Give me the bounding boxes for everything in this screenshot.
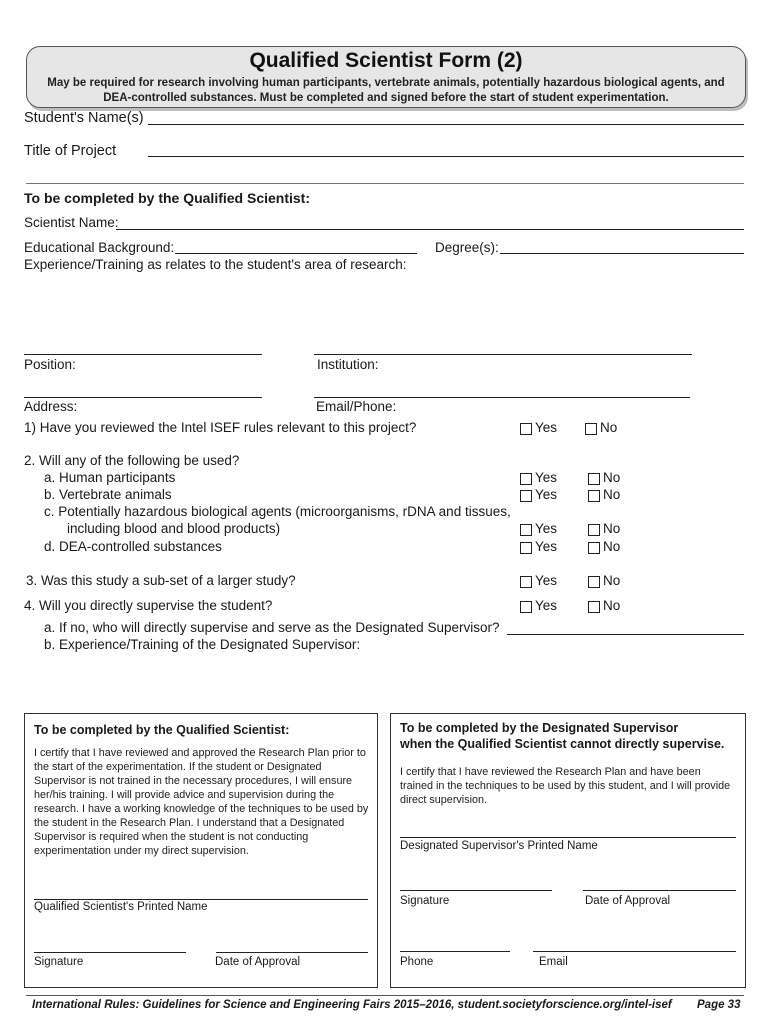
experience-field[interactable] [24,276,744,346]
question-4a: a. If no, who will directly supervise and serve as the Designated Supervisor? [44,620,500,635]
scientist-name-label: Scientist Name: [24,215,119,230]
ds-date-field[interactable] [583,890,736,891]
scientist-section-title: To be completed by the Qualified Scientist: [24,190,311,206]
question-2c-line-1: c. Potentially hazardous biological agents (microorganisms, rDNA and tissues, [44,504,511,519]
question-2c-line-2: including blood and blood products) [67,521,281,536]
ds-date-label: Date of Approval [585,895,671,907]
cert-right-title-line-1: To be completed by the Designated Supervisor [400,721,679,735]
q2d-no-checkbox[interactable] [588,542,600,554]
qs-signature-label: Signature [34,956,84,968]
q2a-yes-label: Yes [535,470,558,485]
q2d-yes-checkbox[interactable] [520,542,532,554]
cert-right-body: I certify that I have reviewed the Research Plan and have been trained in the techniques to be used by this student, and I will provide direct supervision. [400,766,731,806]
q4-no-label: No [603,598,621,613]
q4-no-checkbox[interactable] [588,601,600,613]
question-1: 1) Have you reviewed the Intel ISEF rules relevant to this project? [24,420,417,435]
institution-field[interactable] [314,354,692,355]
cert-left-body: I certify that I have reviewed and approved the Research Plan prior to the start of the experimentation. If the student or Designated Supervisor is not trained in the necessary procedures, I will ensure her/his training. I will provide advice and supervision during the research. I have a working knowledge of the techniques to be used by the student in the Research Plan. I understand that a Designated Supervisor is required when the student is not conducting experimentation under my direct supervision. [34,747,369,857]
question-3: 3. Was this study a sub-set of a larger study? [26,573,296,588]
ds-phone-label: Phone [400,956,434,968]
ds-email-field[interactable] [533,951,736,952]
ds-email-label: Email [539,956,568,968]
question-2d: d. DEA-controlled substances [44,539,222,554]
question-2: 2. Will any of the following be used? [24,453,240,468]
qs-signature-field[interactable] [34,952,186,953]
students-name-label: Student's Name(s) [24,110,144,126]
address-field[interactable] [24,397,262,398]
ds-printed-name-label: Designated Supervisor's Printed Name [400,840,598,852]
project-title-label: Title of Project [24,143,117,159]
q4-yes-label: Yes [535,598,558,613]
form-title: Qualified Scientist Form (2) [249,49,523,72]
q2c-yes-checkbox[interactable] [520,524,532,536]
cert-left-title: To be completed by the Qualified Scientist: [34,723,290,737]
qualified-scientist-certification [24,713,378,988]
page-number: Page 33 [697,999,741,1011]
supervisor-experience-field[interactable] [44,656,744,704]
q2d-no-label: No [603,539,621,554]
qs-date-label: Date of Approval [215,956,301,968]
q2b-no-label: No [603,487,621,502]
footer-rule [26,995,744,996]
q3-yes-checkbox[interactable] [520,576,532,588]
qs-printed-name-label: Qualified Scientist's Printed Name [34,901,208,913]
form-header [26,46,746,108]
q4-yes-checkbox[interactable] [520,601,532,613]
q2a-no-checkbox[interactable] [588,473,600,485]
question-4: 4. Will you directly supervise the student? [24,598,273,613]
cert-right-title [400,720,724,752]
q2c-no-checkbox[interactable] [588,524,600,536]
q1-yes-label: Yes [535,420,558,435]
email-phone-field[interactable] [314,397,690,398]
section-divider [26,183,744,184]
footer-text: International Rules: Guidelines for Science and Engineering Fairs 2015–2016, student.societyforscience.org/intel-isef [32,999,672,1011]
question-2b: b. Vertebrate animals [44,487,172,502]
q3-no-checkbox[interactable] [588,576,600,588]
q1-no-checkbox[interactable] [585,423,597,435]
qs-printed-name-field[interactable] [34,899,368,900]
q2b-yes-label: Yes [535,487,558,502]
q2a-no-label: No [603,470,621,485]
designated-supervisor-field[interactable] [507,634,744,635]
position-label: Position: [24,357,76,372]
designated-supervisor-certification [390,713,746,988]
q2d-yes-label: Yes [535,539,558,554]
q1-yes-checkbox[interactable] [520,423,532,435]
ds-printed-name-field[interactable] [400,837,736,838]
experience-label: Experience/Training as relates to the student's area of research: [24,257,407,272]
q3-yes-label: Yes [535,573,558,588]
institution-label: Institution: [317,357,379,372]
header-note-line-1: May be required for research involving human participants, vertebrate animals, potentially hazardous biological agents, and [47,77,725,89]
ds-signature-field[interactable] [400,890,552,891]
q2b-no-checkbox[interactable] [588,490,600,502]
header-note-line-2: DEA-controlled substances. Must be completed and signed before the start of student experimentation. [103,91,669,104]
address-label: Address: [24,399,78,414]
question-4b: b. Experience/Training of the Designated Supervisor: [44,637,361,652]
education-field[interactable] [175,253,417,254]
project-title-field[interactable] [148,156,744,157]
cert-right-title-line-2: when the Qualified Scientist cannot directly supervise. [400,737,725,751]
ds-phone-field[interactable] [400,951,510,952]
students-name-field[interactable] [148,124,744,125]
q2c-yes-label: Yes [535,521,558,536]
degrees-label: Degree(s): [435,240,499,255]
q3-no-label: No [603,573,621,588]
email-phone-label: Email/Phone: [316,399,397,414]
q2a-yes-checkbox[interactable] [520,473,532,485]
scientist-name-field[interactable] [116,229,744,230]
q2c-no-label: No [603,521,621,536]
qs-date-field[interactable] [216,952,368,953]
degrees-field[interactable] [500,253,744,254]
position-field[interactable] [24,354,262,355]
question-2a: a. Human participants [44,470,176,485]
ds-signature-label: Signature [400,895,450,907]
education-label: Educational Background: [24,240,175,255]
q2b-yes-checkbox[interactable] [520,490,532,502]
q1-no-label: No [600,420,618,435]
header-note [35,76,737,105]
